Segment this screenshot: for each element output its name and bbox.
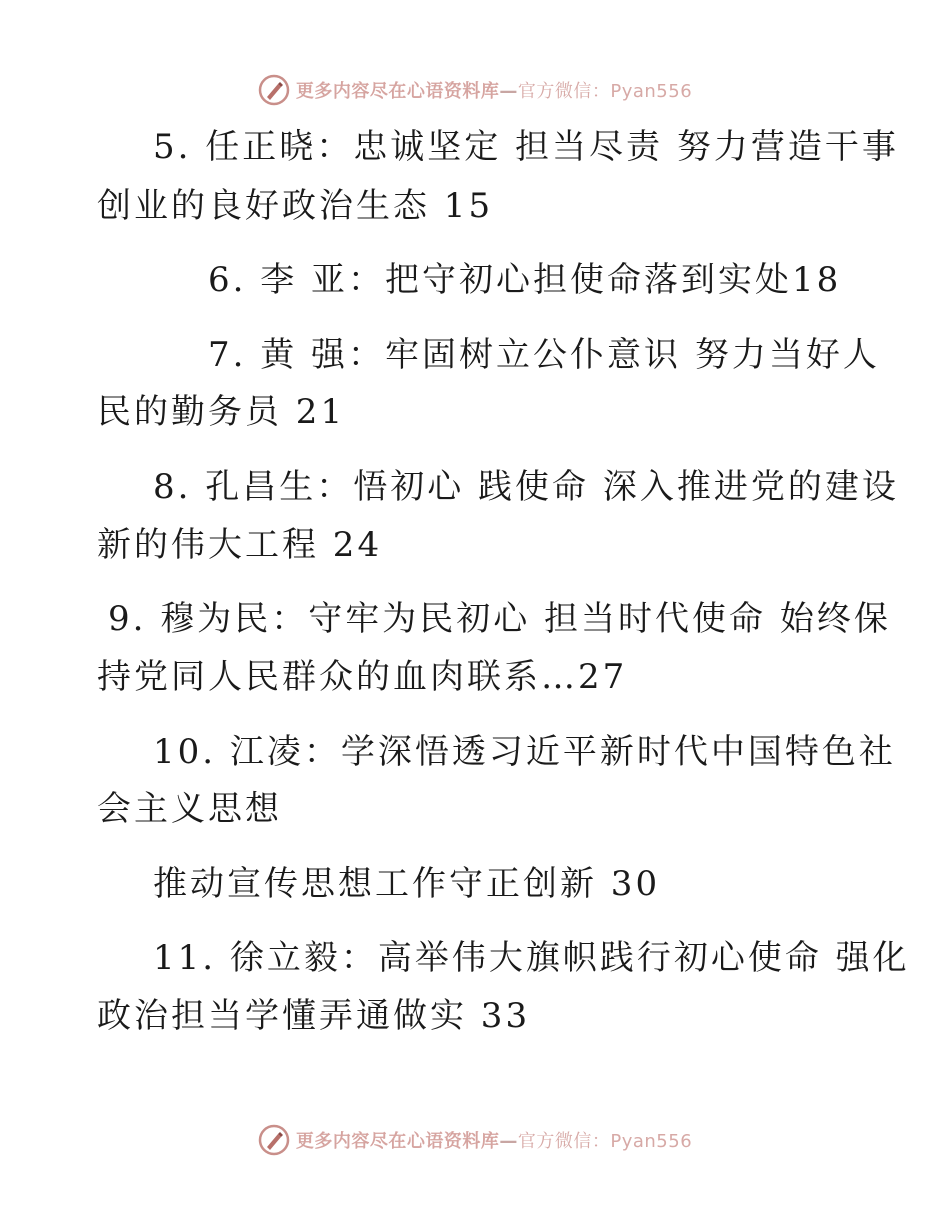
toc-line: 政治担当学懂弄通做实 33 — [97, 996, 531, 1036]
toc-line: 推动宣传思想工作守正创新 30 — [153, 864, 661, 904]
toc-line: 持党同人民群众的血肉联系…27 — [97, 657, 628, 697]
toc-line: 8. 孔昌生：悟初心 践使命 深入推进党的建设 — [153, 467, 899, 507]
toc-line: 10. 江凌：学深悟透习近平新时代中国特色社 — [153, 732, 896, 772]
toc-line: 创业的良好政治生态 15 — [97, 186, 494, 226]
toc-line: 民的勤务员 21 — [97, 392, 346, 432]
toc-line: 9. 穆为民：守牢为民初心 担当时代使命 始终保 — [108, 599, 891, 639]
toc-line: 11. 徐立毅：高举伟大旗帜践行初心使命 强化 — [153, 938, 910, 978]
toc-line: 5. 任正晓：忠诚坚定 担当尽责 努力营造干事 — [153, 127, 899, 167]
header-watermark — [0, 70, 950, 110]
toc-line: 新的伟大工程 24 — [97, 525, 383, 565]
watermark-text: 更多内容尽在心语资料库—官方微信：Pyan556 — [295, 81, 693, 102]
pen-logo-icon — [258, 1124, 290, 1156]
watermark-text: 更多内容尽在心语资料库—官方微信：Pyan556 — [295, 1131, 693, 1152]
footer-watermark — [0, 1120, 950, 1160]
pen-logo-icon — [258, 74, 290, 106]
toc-line: 6. 李 亚：把守初心担使命落到实处18 — [208, 260, 842, 300]
toc-line: 7. 黄 强：牢固树立公仆意识 努力当好人 — [208, 335, 880, 375]
toc-line: 会主义思想 — [97, 789, 282, 829]
